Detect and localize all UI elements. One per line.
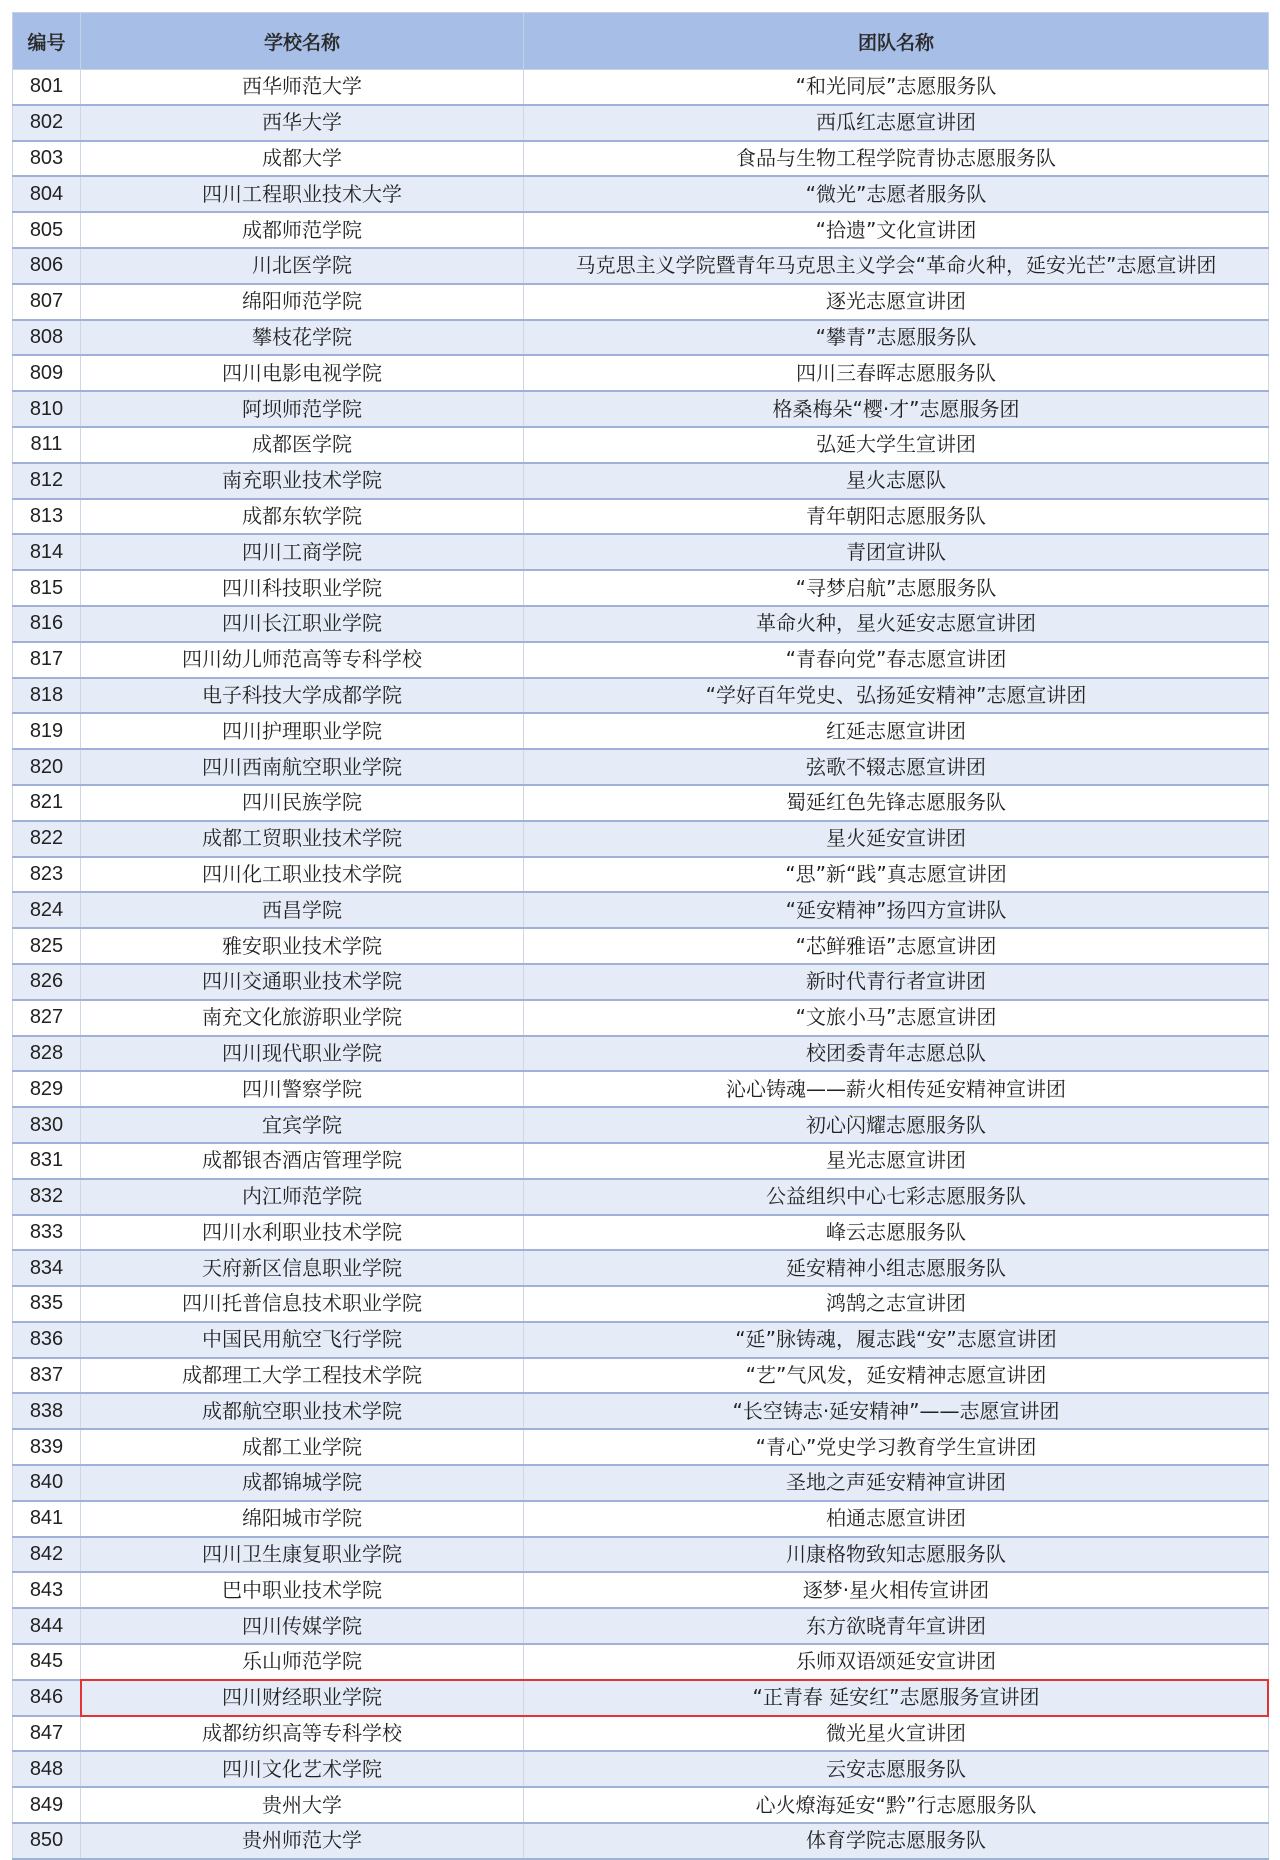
cell-number: 845 <box>13 1644 81 1680</box>
cell-number: 824 <box>13 892 81 928</box>
cell-team-name: “芯鲜雅语”志愿宣讲团 <box>524 928 1269 964</box>
cell-number: 810 <box>13 391 81 427</box>
table-row <box>13 1215 1269 1251</box>
cell-team-name: 逐梦·星火相传宣讲团 <box>524 1572 1269 1608</box>
table-row <box>13 463 1269 499</box>
cell-team-name: 圣地之声延安精神宣讲团 <box>524 1465 1269 1501</box>
cell-school-name: 成都工贸职业技术学院 <box>81 821 524 857</box>
cell-number: 809 <box>13 355 81 391</box>
cell-school-name: 巴中职业技术学院 <box>81 1572 524 1608</box>
cell-school-name: 四川工商学院 <box>81 534 524 570</box>
cell-school-name: 四川传媒学院 <box>81 1608 524 1644</box>
cell-team-name: 星火志愿队 <box>524 463 1269 499</box>
cell-team-name: 川康格物致知志愿服务队 <box>524 1537 1269 1573</box>
table-row <box>13 1071 1269 1107</box>
cell-school-name: 四川现代职业学院 <box>81 1036 524 1072</box>
cell-number: 806 <box>13 248 81 284</box>
cell-number: 836 <box>13 1322 81 1358</box>
cell-number: 802 <box>13 105 81 141</box>
cell-school-name: 攀枝花学院 <box>81 320 524 356</box>
cell-number: 838 <box>13 1393 81 1429</box>
cell-school-name: 四川工程职业技术大学 <box>81 176 524 212</box>
cell-team-name: 革命火种，星火延安志愿宣讲团 <box>524 606 1269 642</box>
cell-number: 801 <box>13 70 81 105</box>
table-row <box>13 749 1269 785</box>
cell-number: 829 <box>13 1071 81 1107</box>
cell-school-name: 四川文化艺术学院 <box>81 1751 524 1787</box>
cell-school-name: 四川交通职业技术学院 <box>81 964 524 1000</box>
table-row <box>13 892 1269 928</box>
cell-team-name: 格桑梅朵“樱·才”志愿服务团 <box>524 391 1269 427</box>
table-row <box>13 534 1269 570</box>
table-header-row <box>13 13 1269 70</box>
table-row <box>13 1680 1269 1716</box>
table-row <box>13 1143 1269 1179</box>
table-row <box>13 1572 1269 1608</box>
cell-number: 819 <box>13 713 81 749</box>
cell-team-name: 新时代青行者宣讲团 <box>524 964 1269 1000</box>
cell-team-name: 星光志愿宣讲团 <box>524 1143 1269 1179</box>
cell-school-name: 成都理工大学工程技术学院 <box>81 1358 524 1394</box>
cell-school-name: 成都东软学院 <box>81 499 524 535</box>
cell-school-name: 成都锦城学院 <box>81 1465 524 1501</box>
cell-team-name: “和光同辰”志愿服务队 <box>524 70 1269 105</box>
cell-school-name: 天府新区信息职业学院 <box>81 1250 524 1286</box>
cell-number: 846 <box>13 1680 81 1716</box>
cell-team-name: 峰云志愿服务队 <box>524 1215 1269 1251</box>
cell-school-name: 成都师范学院 <box>81 212 524 248</box>
cell-number: 849 <box>13 1787 81 1823</box>
cell-team-name: 四川三春晖志愿服务队 <box>524 355 1269 391</box>
table-row <box>13 642 1269 678</box>
cell-school-name: 乐山师范学院 <box>81 1644 524 1680</box>
cell-number: 827 <box>13 1000 81 1036</box>
table-row <box>13 821 1269 857</box>
table-row <box>13 1716 1269 1752</box>
header-school-name: 学校名称 <box>81 13 524 70</box>
cell-team-name: 红延志愿宣讲团 <box>524 713 1269 749</box>
table-row <box>13 1787 1269 1823</box>
table-row <box>13 105 1269 141</box>
table-row <box>13 355 1269 391</box>
cell-number: 823 <box>13 857 81 893</box>
cell-school-name: 内江师范学院 <box>81 1179 524 1215</box>
cell-school-name: 成都医学院 <box>81 427 524 463</box>
cell-number: 804 <box>13 176 81 212</box>
cell-number: 834 <box>13 1250 81 1286</box>
cell-team-name: “寻梦启航”志愿服务队 <box>524 570 1269 606</box>
cell-number: 832 <box>13 1179 81 1215</box>
cell-team-name: “拾遗”文化宣讲团 <box>524 212 1269 248</box>
cell-team-name: 心火燎海延安“黔”行志愿服务队 <box>524 1787 1269 1823</box>
cell-school-name: 成都航空职业技术学院 <box>81 1393 524 1429</box>
cell-number: 821 <box>13 785 81 821</box>
cell-school-name: 四川幼儿师范高等专科学校 <box>81 642 524 678</box>
cell-number: 811 <box>13 427 81 463</box>
cell-school-name: 贵州大学 <box>81 1787 524 1823</box>
table-row <box>13 1107 1269 1143</box>
table-row <box>13 320 1269 356</box>
cell-team-name: “延安精神”扬四方宣讲队 <box>524 892 1269 928</box>
cell-school-name: 四川长江职业学院 <box>81 606 524 642</box>
cell-team-name: 鸿鹄之志宣讲团 <box>524 1286 1269 1322</box>
cell-team-name: 微光星火宣讲团 <box>524 1716 1269 1752</box>
cell-school-name: 绵阳城市学院 <box>81 1501 524 1537</box>
cell-number: 822 <box>13 821 81 857</box>
cell-school-name: 四川财经职业学院 <box>81 1680 524 1716</box>
cell-team-name: 乐师双语颂延安宣讲团 <box>524 1644 1269 1680</box>
cell-school-name: 雅安职业技术学院 <box>81 928 524 964</box>
cell-school-name: 四川水利职业技术学院 <box>81 1215 524 1251</box>
table-row <box>13 928 1269 964</box>
cell-team-name: 逐光志愿宣讲团 <box>524 284 1269 320</box>
table-row <box>13 713 1269 749</box>
table-row <box>13 1608 1269 1644</box>
cell-number: 828 <box>13 1036 81 1072</box>
cell-number: 841 <box>13 1501 81 1537</box>
cell-number: 817 <box>13 642 81 678</box>
table-row <box>13 570 1269 606</box>
cell-team-name: 弦歌不辍志愿宣讲团 <box>524 749 1269 785</box>
cell-school-name: 四川化工职业技术学院 <box>81 857 524 893</box>
cell-team-name: 公益组织中心七彩志愿服务队 <box>524 1179 1269 1215</box>
table-row <box>13 1429 1269 1465</box>
cell-school-name: 成都大学 <box>81 141 524 177</box>
cell-number: 812 <box>13 463 81 499</box>
table-row <box>13 391 1269 427</box>
cell-school-name: 成都工业学院 <box>81 1429 524 1465</box>
table-row <box>13 427 1269 463</box>
cell-number: 805 <box>13 212 81 248</box>
table-body <box>13 70 1269 1859</box>
cell-number: 807 <box>13 284 81 320</box>
table-row <box>13 1179 1269 1215</box>
cell-team-name: 体育学院志愿服务队 <box>524 1823 1269 1859</box>
table-row <box>13 964 1269 1000</box>
cell-team-name: 延安精神小组志愿服务队 <box>524 1250 1269 1286</box>
table-row <box>13 1393 1269 1429</box>
cell-team-name: 食品与生物工程学院青协志愿服务队 <box>524 141 1269 177</box>
cell-number: 833 <box>13 1215 81 1251</box>
header-team-name: 团队名称 <box>524 13 1269 70</box>
cell-school-name: 四川电影电视学院 <box>81 355 524 391</box>
cell-school-name: 西华师范大学 <box>81 70 524 105</box>
cell-number: 816 <box>13 606 81 642</box>
table-row <box>13 248 1269 284</box>
cell-team-name: “延”脉铸魂，履志践“安”志愿宣讲团 <box>524 1322 1269 1358</box>
table-row <box>13 1465 1269 1501</box>
cell-school-name: 四川护理职业学院 <box>81 713 524 749</box>
header-number: 编号 <box>13 13 81 70</box>
cell-number: 825 <box>13 928 81 964</box>
table-row <box>13 1000 1269 1036</box>
table-row <box>13 70 1269 105</box>
cell-number: 830 <box>13 1107 81 1143</box>
cell-number: 813 <box>13 499 81 535</box>
cell-team-name: “艺”气风发，延安精神志愿宣讲团 <box>524 1358 1269 1394</box>
cell-school-name: 成都纺织高等专科学校 <box>81 1716 524 1752</box>
cell-number: 826 <box>13 964 81 1000</box>
table-row <box>13 1250 1269 1286</box>
table-row <box>13 1823 1269 1859</box>
cell-team-name: 青团宣讲队 <box>524 534 1269 570</box>
cell-number: 835 <box>13 1286 81 1322</box>
table-row <box>13 141 1269 177</box>
cell-team-name: “青心”党史学习教育学生宣讲团 <box>524 1429 1269 1465</box>
table-row <box>13 785 1269 821</box>
cell-school-name: 川北医学院 <box>81 248 524 284</box>
cell-team-name: “攀青”志愿服务队 <box>524 320 1269 356</box>
cell-team-name: “思”新“践”真志愿宣讲团 <box>524 857 1269 893</box>
cell-school-name: 四川警察学院 <box>81 1071 524 1107</box>
cell-number: 847 <box>13 1716 81 1752</box>
cell-team-name: 马克思主义学院暨青年马克思主义学会“革命火种，延安光芒”志愿宣讲团 <box>524 248 1269 284</box>
cell-school-name: 四川托普信息技术职业学院 <box>81 1286 524 1322</box>
cell-school-name: 南充文化旅游职业学院 <box>81 1000 524 1036</box>
cell-team-name: “学好百年党史、弘扬延安精神”志愿宣讲团 <box>524 678 1269 714</box>
cell-team-name: 校团委青年志愿总队 <box>524 1036 1269 1072</box>
cell-school-name: 四川科技职业学院 <box>81 570 524 606</box>
cell-number: 850 <box>13 1823 81 1859</box>
cell-school-name: 宜宾学院 <box>81 1107 524 1143</box>
cell-team-name: “青春向党”春志愿宣讲团 <box>524 642 1269 678</box>
cell-number: 843 <box>13 1572 81 1608</box>
cell-school-name: 四川卫生康复职业学院 <box>81 1537 524 1573</box>
cell-team-name: 弘延大学生宣讲团 <box>524 427 1269 463</box>
cell-team-name: “正青春 延安红”志愿服务宣讲团 <box>524 1680 1269 1716</box>
cell-school-name: 贵州师范大学 <box>81 1823 524 1859</box>
cell-number: 814 <box>13 534 81 570</box>
cell-number: 839 <box>13 1429 81 1465</box>
team-list-table-wrapper <box>12 12 1268 1860</box>
cell-school-name: 绵阳师范学院 <box>81 284 524 320</box>
cell-team-name: “文旅小马”志愿宣讲团 <box>524 1000 1269 1036</box>
cell-number: 818 <box>13 678 81 714</box>
table-row <box>13 1322 1269 1358</box>
table-row <box>13 1644 1269 1680</box>
cell-number: 837 <box>13 1358 81 1394</box>
cell-team-name: “微光”志愿者服务队 <box>524 176 1269 212</box>
table-row <box>13 212 1269 248</box>
cell-number: 844 <box>13 1608 81 1644</box>
cell-team-name: 云安志愿服务队 <box>524 1751 1269 1787</box>
cell-team-name: 蜀延红色先锋志愿服务队 <box>524 785 1269 821</box>
cell-number: 840 <box>13 1465 81 1501</box>
cell-school-name: 南充职业技术学院 <box>81 463 524 499</box>
cell-school-name: 中国民用航空飞行学院 <box>81 1322 524 1358</box>
table-row <box>13 1286 1269 1322</box>
cell-school-name: 四川西南航空职业学院 <box>81 749 524 785</box>
cell-team-name: 青年朝阳志愿服务队 <box>524 499 1269 535</box>
cell-team-name: “长空铸志·延安精神”——志愿宣讲团 <box>524 1393 1269 1429</box>
cell-school-name: 电子科技大学成都学院 <box>81 678 524 714</box>
cell-team-name: 西瓜红志愿宣讲团 <box>524 105 1269 141</box>
cell-school-name: 阿坝师范学院 <box>81 391 524 427</box>
cell-team-name: 沁心铸魂——薪火相传延安精神宣讲团 <box>524 1071 1269 1107</box>
cell-number: 842 <box>13 1537 81 1573</box>
table-row <box>13 1537 1269 1573</box>
cell-team-name: 东方欲晓青年宣讲团 <box>524 1608 1269 1644</box>
cell-team-name: 星火延安宣讲团 <box>524 821 1269 857</box>
table-row <box>13 284 1269 320</box>
table-row <box>13 1358 1269 1394</box>
cell-school-name: 西昌学院 <box>81 892 524 928</box>
cell-number: 803 <box>13 141 81 177</box>
cell-number: 808 <box>13 320 81 356</box>
table-row <box>13 499 1269 535</box>
table-row <box>13 678 1269 714</box>
table-row <box>13 176 1269 212</box>
cell-number: 831 <box>13 1143 81 1179</box>
table-row <box>13 1751 1269 1787</box>
table-row <box>13 857 1269 893</box>
cell-number: 820 <box>13 749 81 785</box>
cell-school-name: 西华大学 <box>81 105 524 141</box>
cell-number: 848 <box>13 1751 81 1787</box>
cell-school-name: 四川民族学院 <box>81 785 524 821</box>
cell-number: 815 <box>13 570 81 606</box>
cell-team-name: 柏通志愿宣讲团 <box>524 1501 1269 1537</box>
team-list-table <box>12 12 1269 1860</box>
cell-school-name: 成都银杏酒店管理学院 <box>81 1143 524 1179</box>
table-row <box>13 606 1269 642</box>
table-row <box>13 1501 1269 1537</box>
table-row <box>13 1036 1269 1072</box>
cell-team-name: 初心闪耀志愿服务队 <box>524 1107 1269 1143</box>
